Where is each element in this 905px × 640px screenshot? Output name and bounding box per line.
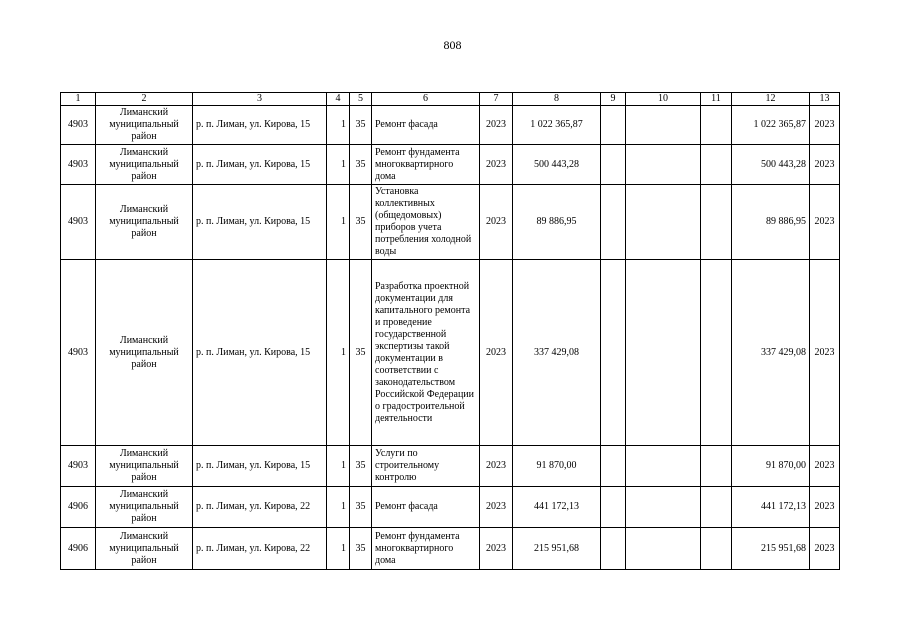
header-row <box>61 93 840 106</box>
cell-work-type: Услуги по строительному контролю <box>372 446 480 487</box>
cell-address: р. п. Лиман, ул. Кирова, 22 <box>193 528 327 570</box>
cell-col10 <box>626 260 701 446</box>
cell-district: Лиманский муниципальный район <box>96 106 193 145</box>
cell-col5: 35 <box>350 185 372 260</box>
table-row <box>61 145 840 185</box>
cell-id: 4903 <box>61 106 96 145</box>
cell-work-type: Разработка проектной документации для капитального ремонта и проведение государственной экспертизы такой документации в соответствии с законодательством Российской Федерации о градостроительной деятельности <box>372 260 480 446</box>
column-header: 9 <box>601 93 626 106</box>
cell-col9 <box>601 528 626 570</box>
cell-district: Лиманский муниципальный район <box>96 260 193 446</box>
cell-col5: 35 <box>350 260 372 446</box>
column-header: 11 <box>701 93 732 106</box>
cell-col5: 35 <box>350 487 372 528</box>
cell-col9 <box>601 260 626 446</box>
cell-col9 <box>601 145 626 185</box>
column-header: 4 <box>327 93 350 106</box>
column-header: 8 <box>513 93 601 106</box>
cell-year: 2023 <box>480 185 513 260</box>
cell-col10 <box>626 145 701 185</box>
cell-col10 <box>626 528 701 570</box>
cell-final-year: 2023 <box>810 260 840 446</box>
cell-district: Лиманский муниципальный район <box>96 145 193 185</box>
column-header: 7 <box>480 93 513 106</box>
cell-col5: 35 <box>350 106 372 145</box>
cell-id: 4906 <box>61 487 96 528</box>
cell-col4: 1 <box>327 145 350 185</box>
cell-col4: 1 <box>327 260 350 446</box>
cell-year: 2023 <box>480 106 513 145</box>
cell-address: р. п. Лиман, ул. Кирова, 15 <box>193 145 327 185</box>
cell-work-type: Ремонт фундамента многоквартирного дома <box>372 528 480 570</box>
table-row <box>61 528 840 570</box>
cell-total: 91 870,00 <box>732 446 810 487</box>
cell-total: 1 022 365,87 <box>732 106 810 145</box>
cell-address: р. п. Лиман, ул. Кирова, 15 <box>193 446 327 487</box>
cell-col9 <box>601 106 626 145</box>
column-header: 13 <box>810 93 840 106</box>
cell-amount: 91 870,00 <box>513 446 601 487</box>
cell-total: 441 172,13 <box>732 487 810 528</box>
cell-district: Лиманский муниципальный район <box>96 446 193 487</box>
table-row <box>61 487 840 528</box>
cell-col11 <box>701 145 732 185</box>
cell-total: 215 951,68 <box>732 528 810 570</box>
cell-final-year: 2023 <box>810 528 840 570</box>
cell-final-year: 2023 <box>810 185 840 260</box>
cell-work-type: Ремонт фасада <box>372 106 480 145</box>
cell-id: 4903 <box>61 260 96 446</box>
cell-col4: 1 <box>327 487 350 528</box>
cell-amount: 1 022 365,87 <box>513 106 601 145</box>
cell-col10 <box>626 487 701 528</box>
cell-work-type: Ремонт фундамента многоквартирного дома <box>372 145 480 185</box>
cell-col5: 35 <box>350 145 372 185</box>
cell-work-type: Ремонт фасада <box>372 487 480 528</box>
cell-district: Лиманский муниципальный район <box>96 487 193 528</box>
cell-col10 <box>626 185 701 260</box>
cell-district: Лиманский муниципальный район <box>96 528 193 570</box>
cell-col4: 1 <box>327 528 350 570</box>
table-row <box>61 185 840 260</box>
cell-final-year: 2023 <box>810 446 840 487</box>
column-header: 2 <box>96 93 193 106</box>
cell-id: 4906 <box>61 528 96 570</box>
cell-address: р. п. Лиман, ул. Кирова, 15 <box>193 106 327 145</box>
cell-id: 4903 <box>61 446 96 487</box>
column-header: 6 <box>372 93 480 106</box>
cell-col4: 1 <box>327 185 350 260</box>
cell-year: 2023 <box>480 446 513 487</box>
cell-col11 <box>701 185 732 260</box>
cell-col11 <box>701 446 732 487</box>
cell-amount: 500 443,28 <box>513 145 601 185</box>
table-row <box>61 106 840 145</box>
cell-district: Лиманский муниципальный район <box>96 185 193 260</box>
cell-col10 <box>626 446 701 487</box>
cell-work-type: Установка коллективных (общедомовых) приборов учета потребления холодной воды <box>372 185 480 260</box>
cell-col11 <box>701 260 732 446</box>
cell-final-year: 2023 <box>810 145 840 185</box>
cell-col5: 35 <box>350 528 372 570</box>
cell-total: 89 886,95 <box>732 185 810 260</box>
cell-total: 500 443,28 <box>732 145 810 185</box>
column-header: 12 <box>732 93 810 106</box>
cell-col4: 1 <box>327 106 350 145</box>
cell-address: р. п. Лиман, ул. Кирова, 22 <box>193 487 327 528</box>
column-header: 3 <box>193 93 327 106</box>
cell-address: р. п. Лиман, ул. Кирова, 15 <box>193 185 327 260</box>
page-number: 808 <box>443 38 462 52</box>
cell-amount: 441 172,13 <box>513 487 601 528</box>
cell-col9 <box>601 487 626 528</box>
cell-year: 2023 <box>480 260 513 446</box>
cell-amount: 215 951,68 <box>513 528 601 570</box>
column-header: 5 <box>350 93 372 106</box>
data-table <box>60 92 840 570</box>
cell-col5: 35 <box>350 446 372 487</box>
cell-year: 2023 <box>480 145 513 185</box>
cell-col11 <box>701 528 732 570</box>
cell-col9 <box>601 185 626 260</box>
cell-final-year: 2023 <box>810 106 840 145</box>
cell-amount: 89 886,95 <box>513 185 601 260</box>
cell-col11 <box>701 487 732 528</box>
cell-amount: 337 429,08 <box>513 260 601 446</box>
column-header: 10 <box>626 93 701 106</box>
cell-final-year: 2023 <box>810 487 840 528</box>
table-row <box>61 446 840 487</box>
table-row <box>61 260 840 446</box>
cell-address: р. п. Лиман, ул. Кирова, 15 <box>193 260 327 446</box>
cell-id: 4903 <box>61 185 96 260</box>
column-header: 1 <box>61 93 96 106</box>
cell-col4: 1 <box>327 446 350 487</box>
cell-col11 <box>701 106 732 145</box>
cell-total: 337 429,08 <box>732 260 810 446</box>
cell-col9 <box>601 446 626 487</box>
cell-id: 4903 <box>61 145 96 185</box>
cell-year: 2023 <box>480 528 513 570</box>
cell-year: 2023 <box>480 487 513 528</box>
cell-col10 <box>626 106 701 145</box>
